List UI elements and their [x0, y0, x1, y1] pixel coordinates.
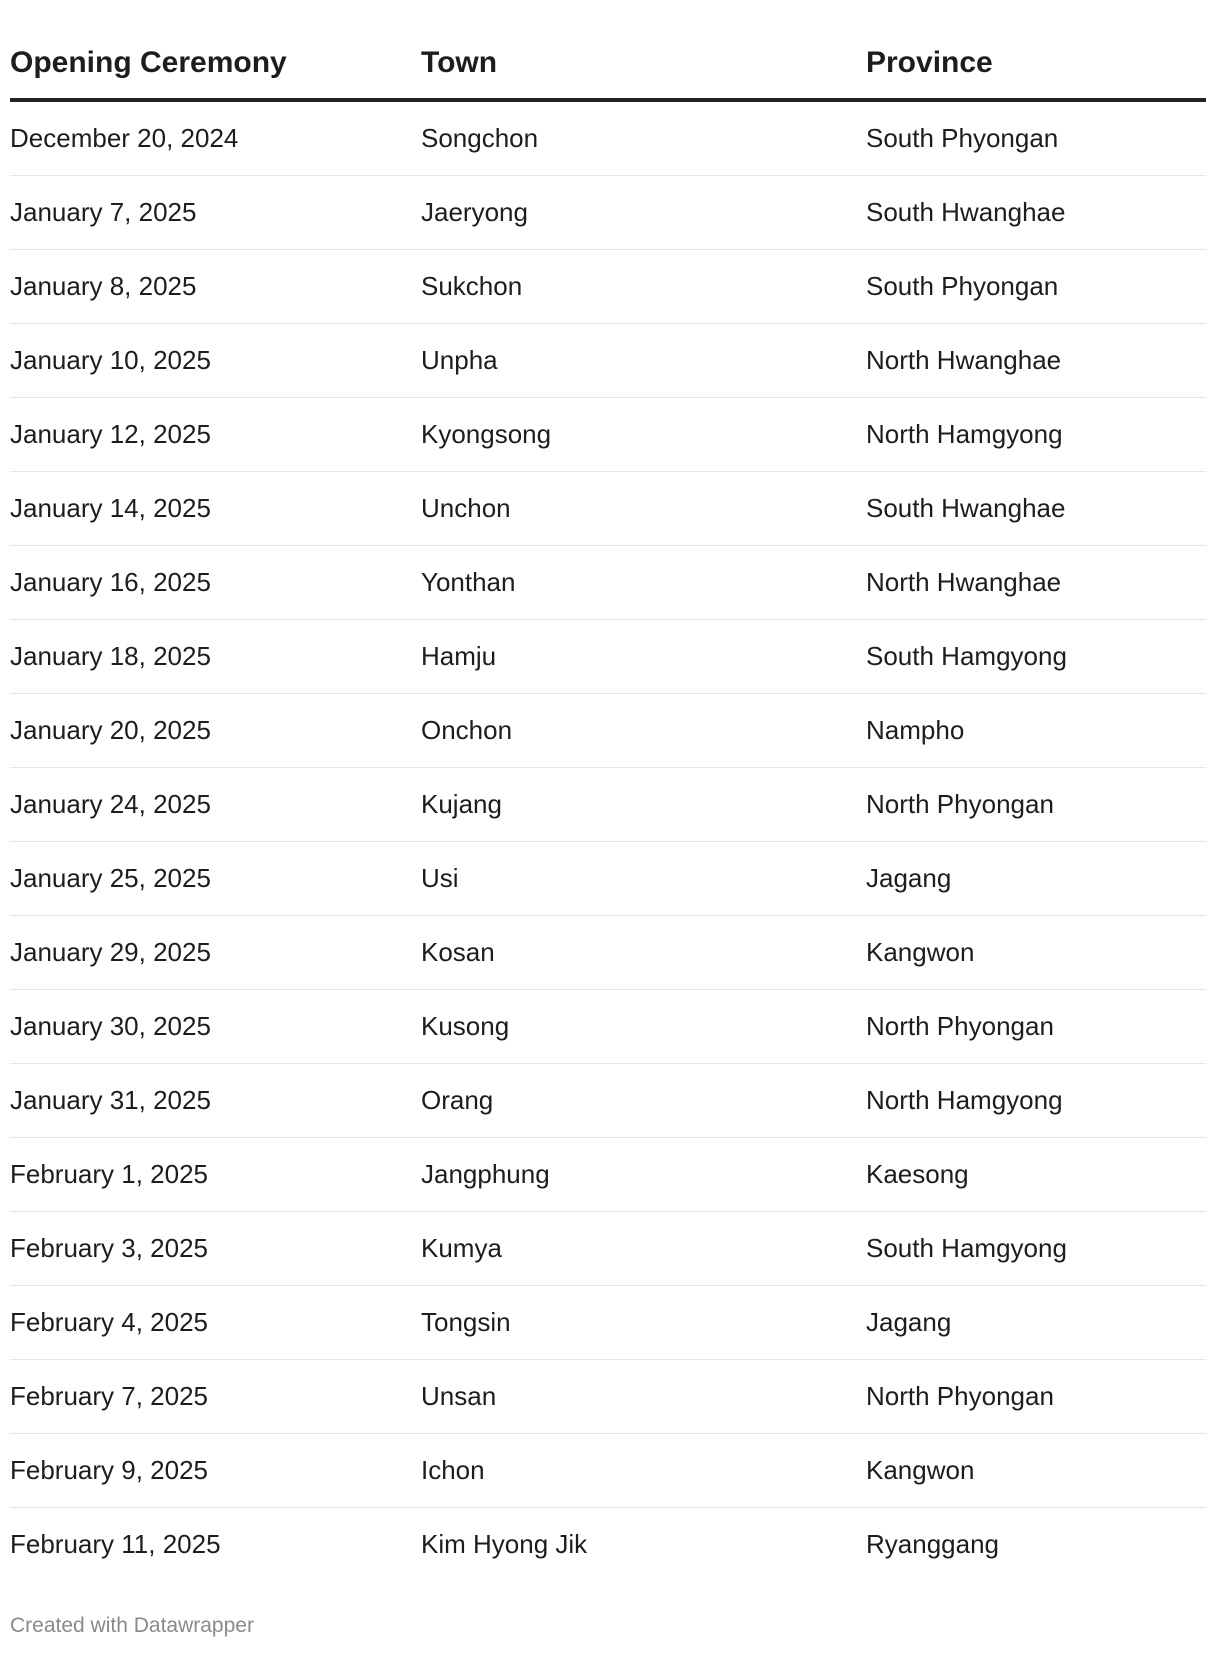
opening-ceremony-cell: February 4, 2025 [10, 1286, 421, 1360]
province-cell: North Hwanghae [866, 546, 1206, 620]
opening-ceremony-cell: December 20, 2024 [10, 100, 421, 176]
table-row [10, 398, 1206, 472]
town-cell: Tongsin [421, 1286, 866, 1360]
province-cell: North Phyongan [866, 990, 1206, 1064]
town-cell: Hamju [421, 620, 866, 694]
province-cell: South Hamgyong [866, 620, 1206, 694]
data-table-container [10, 28, 1206, 1581]
province-cell: North Hamgyong [866, 1064, 1206, 1138]
province-cell: Jagang [866, 842, 1206, 916]
opening-ceremony-cell: January 24, 2025 [10, 768, 421, 842]
opening-ceremony-cell: February 9, 2025 [10, 1434, 421, 1508]
table-row [10, 546, 1206, 620]
province-cell: Ryanggang [866, 1529, 999, 1559]
table-body [10, 100, 1206, 1581]
opening-ceremony-cell: January 7, 2025 [10, 176, 421, 250]
province-cell: North Hamgyong [866, 398, 1206, 472]
town-cell: Unchon [421, 472, 866, 546]
town-cell: Onchon [421, 694, 866, 768]
province-cell: Kangwon [866, 916, 1206, 990]
opening-ceremony-cell: February 3, 2025 [10, 1212, 421, 1286]
table-row [10, 176, 1206, 250]
header-row [10, 28, 1206, 100]
table-row [10, 1434, 1206, 1508]
table-row [10, 472, 1206, 546]
table-row [10, 916, 1206, 990]
ceremony-table [10, 28, 1206, 1581]
table-row [10, 620, 1206, 694]
province-cell: North Phyongan [866, 1360, 1206, 1434]
datawrapper-credit: Created with Datawrapper [10, 1614, 254, 1637]
table-row [10, 1064, 1206, 1138]
table-row [10, 100, 1206, 176]
province-cell: South Hwanghae [866, 472, 1206, 546]
province-cell: South Phyongan [866, 250, 1206, 324]
town-cell: Jangphung [421, 1138, 866, 1212]
table-row [10, 324, 1206, 398]
opening-ceremony-cell: January 14, 2025 [10, 472, 421, 546]
town-cell: Jaeryong [421, 176, 866, 250]
table-row [10, 1360, 1206, 1434]
table-row [10, 1212, 1206, 1286]
town-cell: Yonthan [421, 546, 866, 620]
province-cell: North Hwanghae [866, 324, 1206, 398]
opening-ceremony-cell: January 25, 2025 [10, 842, 421, 916]
province-cell: Jagang [866, 1286, 1206, 1360]
opening-ceremony-cell: January 29, 2025 [10, 916, 421, 990]
province-cell: South Hamgyong [866, 1212, 1206, 1286]
opening-ceremony-cell: January 18, 2025 [10, 620, 421, 694]
town-cell: Orang [421, 1064, 866, 1138]
column-header-town[interactable]: Town [421, 28, 866, 100]
town-cell: Sukchon [421, 250, 866, 324]
opening-ceremony-cell: January 8, 2025 [10, 250, 421, 324]
opening-ceremony-cell: January 20, 2025 [10, 694, 421, 768]
table-row [10, 842, 1206, 916]
town-cell: Ichon [421, 1434, 866, 1508]
province-cell: Kangwon [866, 1434, 1206, 1508]
town-cell: Songchon [421, 100, 866, 176]
town-cell: Usi [421, 842, 866, 916]
table-row [10, 990, 1206, 1064]
town-cell: Kyongsong [421, 398, 866, 472]
opening-ceremony-cell: January 16, 2025 [10, 546, 421, 620]
table-row [10, 250, 1206, 324]
town-cell: Kim Hyong Jik [421, 1529, 588, 1559]
column-header-province[interactable]: Province [866, 28, 1206, 100]
town-cell: Kosan [421, 916, 866, 990]
opening-ceremony-cell: January 10, 2025 [10, 324, 421, 398]
town-cell: Unsan [421, 1360, 866, 1434]
table-row [10, 768, 1206, 842]
opening-ceremony-cell: February 7, 2025 [10, 1360, 421, 1434]
province-cell: South Hwanghae [866, 176, 1206, 250]
opening-ceremony-cell: February 1, 2025 [10, 1138, 421, 1212]
opening-ceremony-cell: February 11, 2025 [10, 1529, 221, 1559]
town-cell: Kujang [421, 768, 866, 842]
column-header-opening-ceremony[interactable]: Opening Ceremony [10, 28, 421, 100]
table-row [10, 1508, 1206, 1582]
opening-ceremony-cell: January 30, 2025 [10, 990, 421, 1064]
town-cell: Unpha [421, 324, 866, 398]
town-cell: Kusong [421, 990, 866, 1064]
opening-ceremony-cell: January 31, 2025 [10, 1064, 421, 1138]
province-cell: North Phyongan [866, 768, 1206, 842]
opening-ceremony-cell: January 12, 2025 [10, 398, 421, 472]
table-row [10, 1138, 1206, 1212]
table-row [10, 1286, 1206, 1360]
province-cell: Nampho [866, 694, 1206, 768]
province-cell: Kaesong [866, 1138, 1206, 1212]
province-cell: South Phyongan [866, 100, 1206, 176]
table-row [10, 694, 1206, 768]
town-cell: Kumya [421, 1212, 866, 1286]
table-header [10, 28, 1206, 100]
